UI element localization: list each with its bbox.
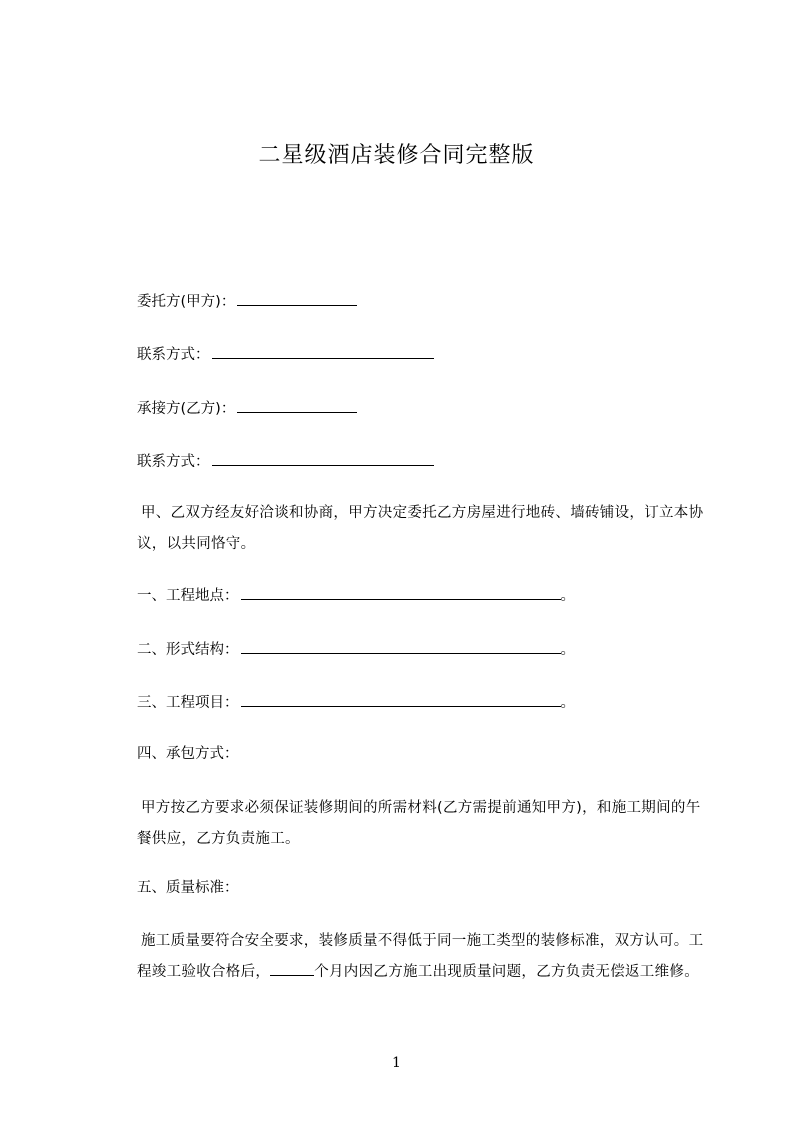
intro-text: 甲、乙双方经友好洽谈和协商，甲方决定委托乙方房屋进行地砖、墙砖铺设，订立本协议，以共同恪守。 <box>137 505 704 552</box>
section5-text-before: 施工质量要符合安全要求，装修质量不得低于同一施工类型的装修标准，双方认可。工程竣工验收合格后， <box>137 933 704 980</box>
client-field <box>137 290 357 312</box>
item-structure-blank <box>241 638 561 654</box>
item-location-blank <box>241 584 561 600</box>
months-blank <box>270 961 314 976</box>
item-location <box>137 584 575 606</box>
page-number: 1 <box>392 1055 401 1071</box>
section4-heading: 四、承包方式： <box>137 746 239 762</box>
client-contact-field <box>137 343 434 365</box>
item-location-label: 一、工程地点： <box>137 588 239 604</box>
item-location-end: 。 <box>560 588 575 604</box>
item-project-end: 。 <box>560 695 575 711</box>
section4-paragraph <box>137 793 712 855</box>
item-structure <box>137 638 575 660</box>
client-contact-label: 联系方式： <box>137 347 210 363</box>
client-contact-blank <box>212 343 434 359</box>
contractor-contact-label: 联系方式： <box>137 454 210 470</box>
section5-heading: 五、质量标准： <box>137 880 239 896</box>
contractor-field <box>137 397 357 419</box>
document-title: 二星级酒店装修合同完整版 <box>258 143 535 168</box>
section5-text-after: 个月内因乙方施工出现质量问题，乙方负责无偿返工维修。 <box>314 964 700 980</box>
intro-paragraph <box>137 498 709 560</box>
contractor-blank <box>237 397 357 413</box>
item-structure-label: 二、形式结构： <box>137 642 239 658</box>
contractor-label: 承接方(乙方)： <box>137 401 236 417</box>
contractor-contact-field <box>137 450 434 472</box>
section4-text: 甲方按乙方要求必须保证装修期间的所需材料(乙方需提前通知甲方)，和施工期间的午餐供应，乙方负责施工。 <box>137 800 701 847</box>
item-project <box>137 691 575 713</box>
client-blank <box>237 290 357 306</box>
client-label: 委托方(甲方)： <box>137 294 236 310</box>
item-structure-end: 。 <box>560 642 575 658</box>
contractor-contact-blank <box>212 450 434 466</box>
section5-paragraph <box>137 926 712 988</box>
item-project-label: 三、工程项目： <box>137 695 239 711</box>
item-project-blank <box>241 691 561 707</box>
